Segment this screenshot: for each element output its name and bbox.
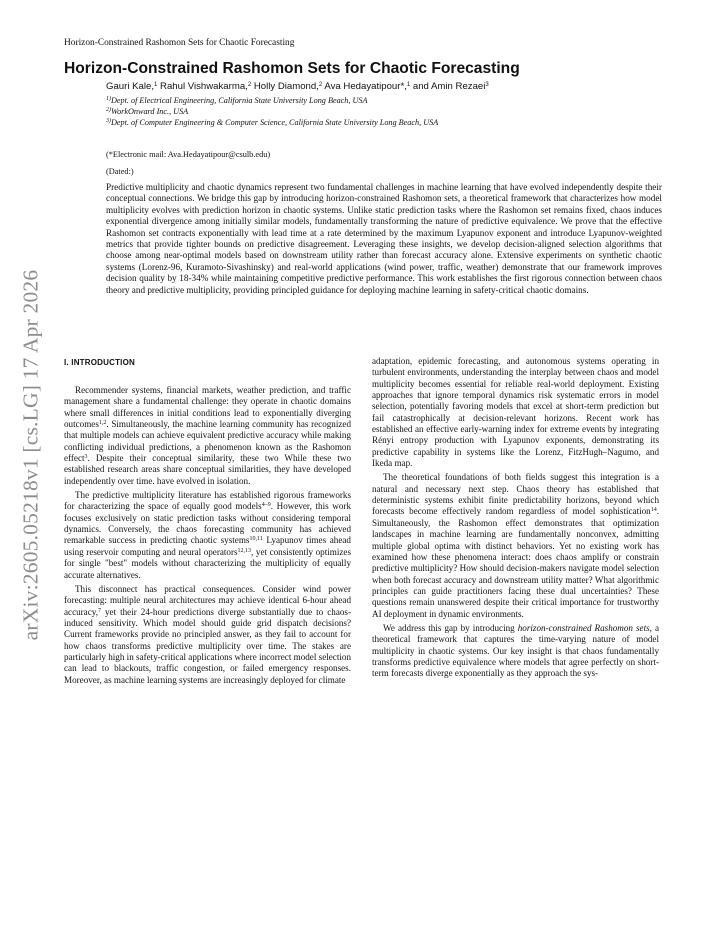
text-run: yet their 24-hour predictions diverge substantially due to chaos-induced sensitivity. Which model should guide grid dispatch decisions? Current frameworks provide no principled answer, as they fail to account for how chaos transforms predictive multiplicity over time. The stakes are particularly high in safety-critical applications where incorrect model selection can lead to blackouts, traffic congestion, or failed emergency responses. Moreover, as machine learning systems are increasingly deployed for climate [64, 606, 351, 685]
text-run: . However, this work focuses exclusively on static prediction tasks without considering temporal dynamics. Conversely, the chaos forecasting community has achieved remarkable success in predicting chaotic systems [64, 501, 351, 546]
author-affiliation-mark: 2 [247, 82, 252, 88]
text-run: The predictive multiplicity literature has established rigorous frameworks for characterizing the space of equally good models [64, 490, 351, 512]
affiliation [106, 106, 606, 117]
body-paragraph [64, 385, 351, 487]
author-affiliation-mark: 3 [485, 82, 489, 88]
author-list [106, 81, 489, 92]
text-run: , yet consistently optimizes for single "best" models without characterizing the multiplicity of equally accurate alternatives. [64, 546, 351, 580]
citation-superscript[interactable]: 4–9 [261, 502, 271, 509]
abstract: Predictive multiplicity and chaotic dynamics represent two fundamental challenges in machine learning that have evolved independently despite their conceptual connections. We bridge this gap by introducing horizon-constrained Rashomon sets, a theoretical framework that characterizes how model multiplicity evolves with prediction horizon in chaotic systems. Unlike static prediction tasks where the Rashomon set remains fixed, chaos induces exponential divergence among initially similar models, fundamentally transforming the nature of predictive equivalence. We prove that the effective Rashomon set contracts exponentially with lead time at a rate determined by the maximum Lyapunov exponent and introduce Lyapunov-weighted metrics that provide tighter bounds on predictive disagreement. Leveraging these insights, we develop decision-aligned selection algorithms that choose among near-optimal models based on downstream utility rather than forecast accuracy alone. Extensive experiments on synthetic chaotic systems (Lorenz-96, Kuramoto-Sivashinsky) and real-world applications (wind power, traffic, weather) demonstrate that our framework improves decision quality by 18-34% while maintaining competitive predictive performance. This work establishes the first rigorous connection between chaos theory and predictive multiplicity, providing principled guidance for deploying machine learning in safety-critical chaotic domains. [106, 182, 662, 295]
arxiv-identifier-text: arXiv:2605.05218v1 [cs.LG] 17 Apr 2026 [18, 269, 43, 641]
author-affiliation-mark: 1 [154, 82, 158, 88]
dated-line: (Dated:) [106, 167, 134, 176]
author-name: Ava Hedayatipour*, [322, 81, 407, 92]
body-paragraph [372, 623, 659, 680]
text-run: This disconnect has practical consequences. Consider wind power forecasting: multiple neural architectures may achieve identical 6-hour ahead accuracy, [64, 583, 351, 617]
text-run: . Simultaneously, the machine learning community has recognized that multiple models can achieve equivalent predictive accuracy while making conflicting individual predictions, a phenomenon known as the Rashomon effect [64, 419, 351, 464]
affiliation-text: Dept. of Computer Engineering & Computer Science, California State University Long Beach, USA [111, 118, 439, 127]
emphasized-text: horizon-constrained Rashomon sets [517, 622, 650, 633]
citation-superscript[interactable]: 14 [650, 507, 657, 514]
author-affiliation-mark: 2 [318, 82, 323, 88]
citation-superscript[interactable]: 1,2 [98, 420, 107, 427]
affiliation [106, 117, 606, 128]
author-name: Gauri Kale, [106, 81, 154, 92]
left-column [64, 385, 351, 689]
text-run: Lyapunov times ahead using reservoir computing and neural operators [64, 535, 351, 557]
running-head: Horizon-Constrained Rashomon Sets for Chaotic Forecasting [64, 38, 295, 48]
text-run: , a theoretical framework that captures the time-varying nature of model multiplicity in chaotic systems. Our key insight is that chaos fundamentally transforms predictive equivalence where models that agree perfectly on short-term forecasts diverge exponentially as they approach the sys- [372, 622, 659, 679]
author-name: Rahul Vishwakarma, [157, 81, 248, 92]
affiliation-mark: 2) [106, 107, 111, 113]
text-run: Recommender systems, financial markets, weather prediction, and traffic management share a fundamental challenge: they operate in chaotic domains where small differences in initial conditions lead to exponentially diverging outcomes [64, 385, 351, 430]
text-run: . Simultaneously, the Rashomon effect demonstrates that optimization landscapes in machine learning are fundamentally nonconvex, admitting multiple global optima with distinct behaviors. Yet no existing work has examined how these phenomena interact: does chaos amplify or constrain predictive multiplicity? How should decision-makers navigate model selection when both forecast accuracy and downstream utility matter? What algorithmic principles can guide practitioners facing these dual uncertainties? These questions remain unanswered despite their critical importance for trustworthy AI deployment in dynamic environments. [372, 506, 659, 619]
author-name: Holly Diamond, [251, 81, 319, 92]
affiliation-text: WorkOnward Inc., USA [111, 107, 189, 116]
citation-superscript[interactable]: 3 [84, 454, 88, 461]
text-run: adaptation, epidemic forecasting, and autonomous systems operating in turbulent environments, understanding the interplay between chaos and model multiplicity becomes essential for reliable real-world deployment. Existing approaches that ignore temporal dynamics risk systematic errors in model selection, potentially favoring models that excel at short-term prediction but fail catastrophically at decision-relevant horizons. Recent work has established an effective early-warning index for extreme events by integrating Rényi entropy production with Lyapunov exponents, demonstrating its predictive capability in systems like the Lorenz, FitzHugh–Nagumo, and Ikeda map. [372, 356, 659, 469]
affiliation-text: Dept. of Electrical Engineering, California State University Long Beach, USA [111, 96, 368, 105]
body-paragraph [372, 356, 659, 469]
citation-superscript[interactable]: 10,11 [249, 536, 263, 543]
arxiv-identifier-stamp[interactable] [16, 258, 46, 652]
affiliation-list [106, 95, 606, 128]
paper-title: Horizon-Constrained Rashomon Sets for Chaotic Forecasting [64, 60, 520, 77]
author-name: and Amin Rezaei [410, 81, 486, 92]
corresponding-email: (*Electronic mail: Ava.Hedayatipour@csulb.edu) [106, 150, 271, 159]
body-paragraph [64, 584, 351, 686]
body-paragraph [372, 472, 659, 619]
section-heading-introduction: I. INTRODUCTION [64, 358, 135, 367]
citation-superscript[interactable]: 7 [98, 607, 101, 614]
text-run: We address this gap by introducing [383, 622, 518, 633]
text-run: . Despite their conceptual similarity, these two While these two established research areas share conceptual similarities, they have developed independently over time. have evolved in isolation. [64, 453, 351, 486]
right-column [372, 356, 659, 683]
citation-superscript[interactable]: 12,13 [237, 547, 252, 554]
affiliation-mark: 1) [106, 96, 111, 102]
body-paragraph [64, 490, 351, 581]
text-run: The theoretical foundations of both fields suggest this integration is a natural and necessary next step. Chaos theory has established that deterministic systems exhibit finite predictability horizons, beyond which forecasts become effectively random regardless of model sophistication [372, 472, 659, 517]
affiliation-mark: 3) [106, 118, 111, 124]
affiliation [106, 95, 606, 106]
author-affiliation-mark: 1 [406, 82, 411, 88]
